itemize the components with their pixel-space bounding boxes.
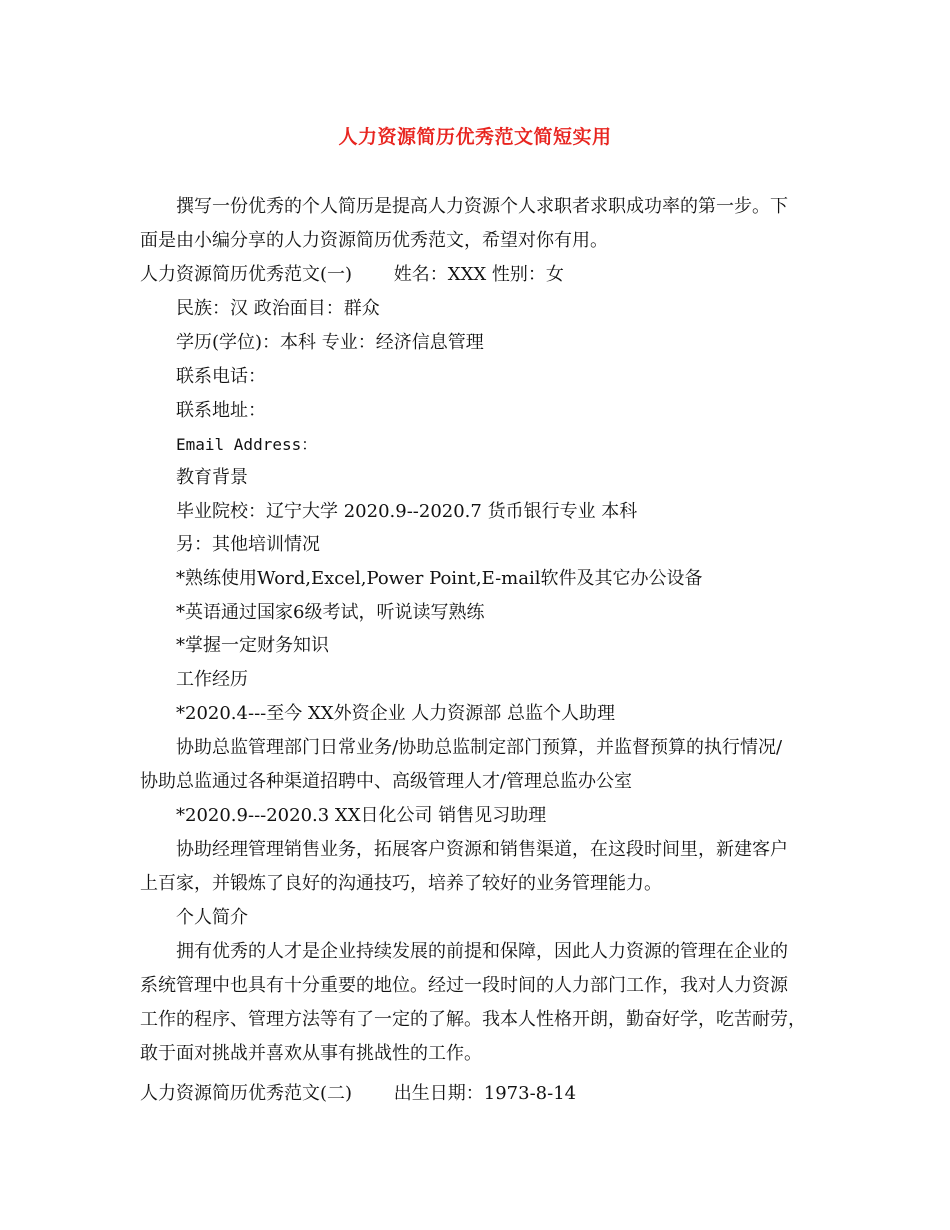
intro-line-2: 面是由小编分享的人力资源简历优秀范文，希望对你有用。	[140, 230, 608, 251]
job-two-line: *2020.9---2020.3 XX日化公司 销售见习助理	[176, 805, 547, 826]
education-degree-line: 学历(学位)：本科 专业：经济信息管理	[176, 332, 484, 353]
job-two-desc-2: 上百家，并锻炼了良好的沟通技巧，培养了较好的业务管理能力。	[140, 873, 662, 894]
skill-finance-line: *掌握一定财务知识	[176, 635, 329, 656]
profile-line-4: 敢于面对挑战并喜欢从事有挑战性的工作。	[140, 1043, 482, 1064]
job-one-desc-1: 协助总监管理部门日常业务/协助总监制定部门预算，并监督预算的执行情况/	[176, 737, 783, 758]
phone-line: 联系电话：	[176, 366, 266, 387]
ethnicity-line: 民族：汉 政治面目：群众	[176, 298, 380, 319]
skill-english-line: *英语通过国家6级考试，听说读写熟练	[176, 602, 485, 623]
school-line: 毕业院校：辽宁大学 2020.9--2020.7 货币银行专业 本科	[176, 501, 638, 522]
job-one-desc-2: 协助总监通过各种渠道招聘中、高级管理人才/管理总监办公室	[140, 771, 633, 792]
email-line: Email Address：	[176, 435, 318, 454]
profile-line-1: 拥有优秀的人才是企业持续发展的前提和保障，因此人力资源的管理在企业的	[176, 941, 788, 962]
resume-two-heading: 人力资源简历优秀范文(二) 出生日期：1973-8-14	[140, 1083, 577, 1104]
training-line: 另：其他培训情况	[176, 534, 320, 555]
address-line: 联系地址：	[176, 400, 266, 421]
profile-line-3: 工作的程序、管理方法等有了一定的了解。我本人性格开朗，勤奋好学，吃苦耐劳，	[140, 1009, 806, 1030]
job-two-desc-1: 协助经理管理销售业务，拓展客户资源和销售渠道，在这段时间里，新建客户	[176, 839, 788, 860]
profile-heading: 个人简介	[176, 907, 248, 928]
education-heading: 教育背景	[176, 467, 248, 488]
job-one-line: *2020.4---至今 XX外资企业 人力资源部 总监个人助理	[176, 703, 616, 724]
resume-one-heading: 人力资源简历优秀范文(一) 姓名：XXX 性别：女	[140, 264, 564, 285]
work-heading: 工作经历	[176, 669, 248, 690]
profile-line-2: 系统管理中也具有十分重要的地位。经过一段时间的人力部门工作，我对人力资源	[140, 975, 788, 996]
intro-line-1: 撰写一份优秀的个人简历是提高人力资源个人求职者求职成功率的第一步。下	[176, 196, 788, 217]
skill-office-line: *熟练使用Word,Excel,Power Point,E-mail软件及其它办公设备	[176, 568, 703, 589]
document-title: 人力资源简历优秀范文简短实用	[338, 126, 612, 148]
